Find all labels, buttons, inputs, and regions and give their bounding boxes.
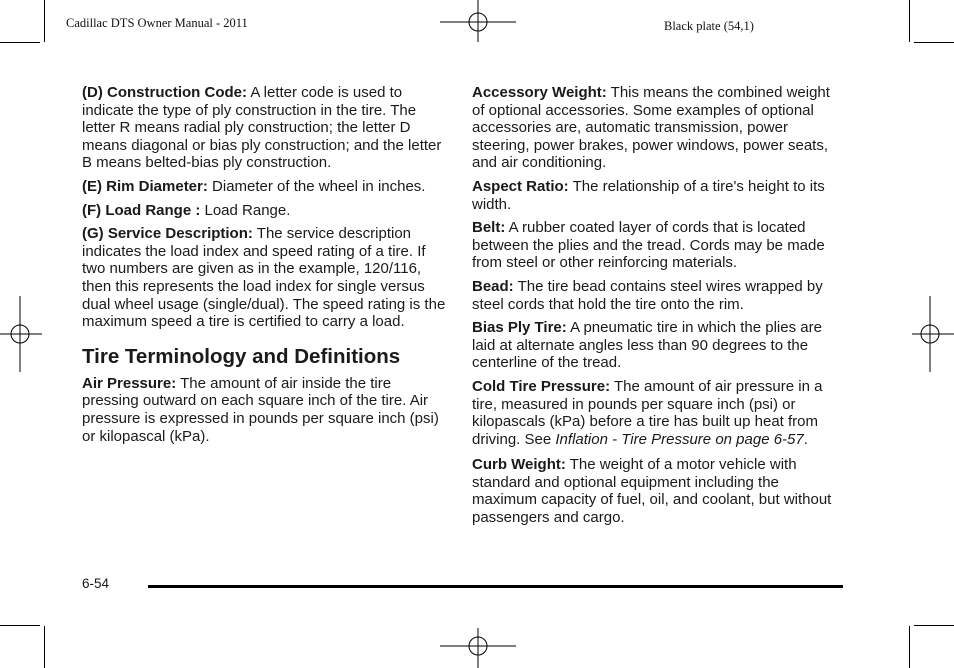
cross-reference-page[interactable]: on page 6-57: [711, 430, 804, 448]
crop-mark: [914, 42, 954, 43]
definition-bias-ply-tire: Bias Ply Tire: A pneumatic tire in which the plies are laid at alternate angles less than 90 degrees to the centerline of the tread.: [472, 319, 822, 372]
crop-mark: [909, 626, 910, 668]
crop-mark: [909, 0, 910, 42]
crop-mark: [0, 42, 40, 43]
crop-mark: [44, 626, 45, 668]
definition-rim-diameter: (E) Rim Diameter: Diameter of the wheel in inches.: [82, 177, 426, 195]
definition-curb-weight: Curb Weight: The weight of a motor vehicle with standard and optional equipment including the maximum capacity of fuel, oil, and coolant, but without passengers and cargo.: [472, 456, 832, 527]
definition-aspect-ratio: Aspect Ratio: The relationship of a tire's height to its width.: [472, 177, 825, 213]
definition-construction-code: (D) Construction Code: A letter code is used to indicate the type of ply construction in the tire. The letter R means radial ply construction; the letter D means diagonal or bias ply construction; and the letter B means belted-bias ply construction.: [82, 84, 442, 172]
footer-rule: [148, 585, 843, 588]
registration-mark-icon: [440, 0, 516, 46]
registration-mark-icon: [910, 296, 954, 372]
definition-service-description: (G) Service Description: The service description indicates the load index and speed rating of a tire. If two numbers are given as in the example, 120/116, then this represents the load index for single versus dual wheel usage (single/dual). The speed rating is the maximum speed a tire is certified to carry a load.: [82, 225, 446, 331]
definition-belt: Belt: A rubber coated layer of cords that is located between the plies and the tread. Cords may be made from steel or other reinforcing materials.: [472, 219, 825, 272]
header-plate-label: Black plate (54,1): [664, 19, 754, 33]
crop-mark: [914, 625, 954, 626]
definition-air-pressure: Air Pressure: The amount of air inside the tire pressing outward on each square inch of the tire. Air pressure is expressed in pounds per square inch (psi) or kilopascal (kPa).: [82, 374, 439, 445]
cross-reference-link[interactable]: Inflation - Tire Pressure: [555, 430, 712, 448]
definition-bead: Bead: The tire bead contains steel wires wrapped by steel cords that hold the tire onto the rim.: [472, 277, 823, 313]
registration-mark-icon: [0, 296, 46, 372]
crop-mark: [0, 625, 40, 626]
definition-cold-tire-pressure: Cold Tire Pressure: The amount of air pressure in a tire, measured in pounds per square inch (psi) or kilopascals (kPa) before a tire has built up heat from driving. See Inflation - Tire Pressure on page 6-57.: [472, 377, 823, 448]
registration-mark-icon: [440, 624, 516, 668]
right-column: [472, 84, 844, 527]
definition-load-range: (F) Load Range : Load Range.: [82, 201, 291, 219]
left-column: [82, 84, 447, 445]
header-manual-title: Cadillac DTS Owner Manual - 2011: [66, 16, 248, 30]
page-number: 6-54: [82, 576, 110, 591]
section-heading: Tire Terminology and Definitions: [82, 344, 401, 368]
definition-accessory-weight: Accessory Weight: This means the combined weight of optional accessories. Some examples of optional accessories are, automatic transmission, power steering, power brakes, power windows, power seats, and air conditioning.: [472, 84, 830, 172]
crop-mark: [44, 0, 45, 42]
